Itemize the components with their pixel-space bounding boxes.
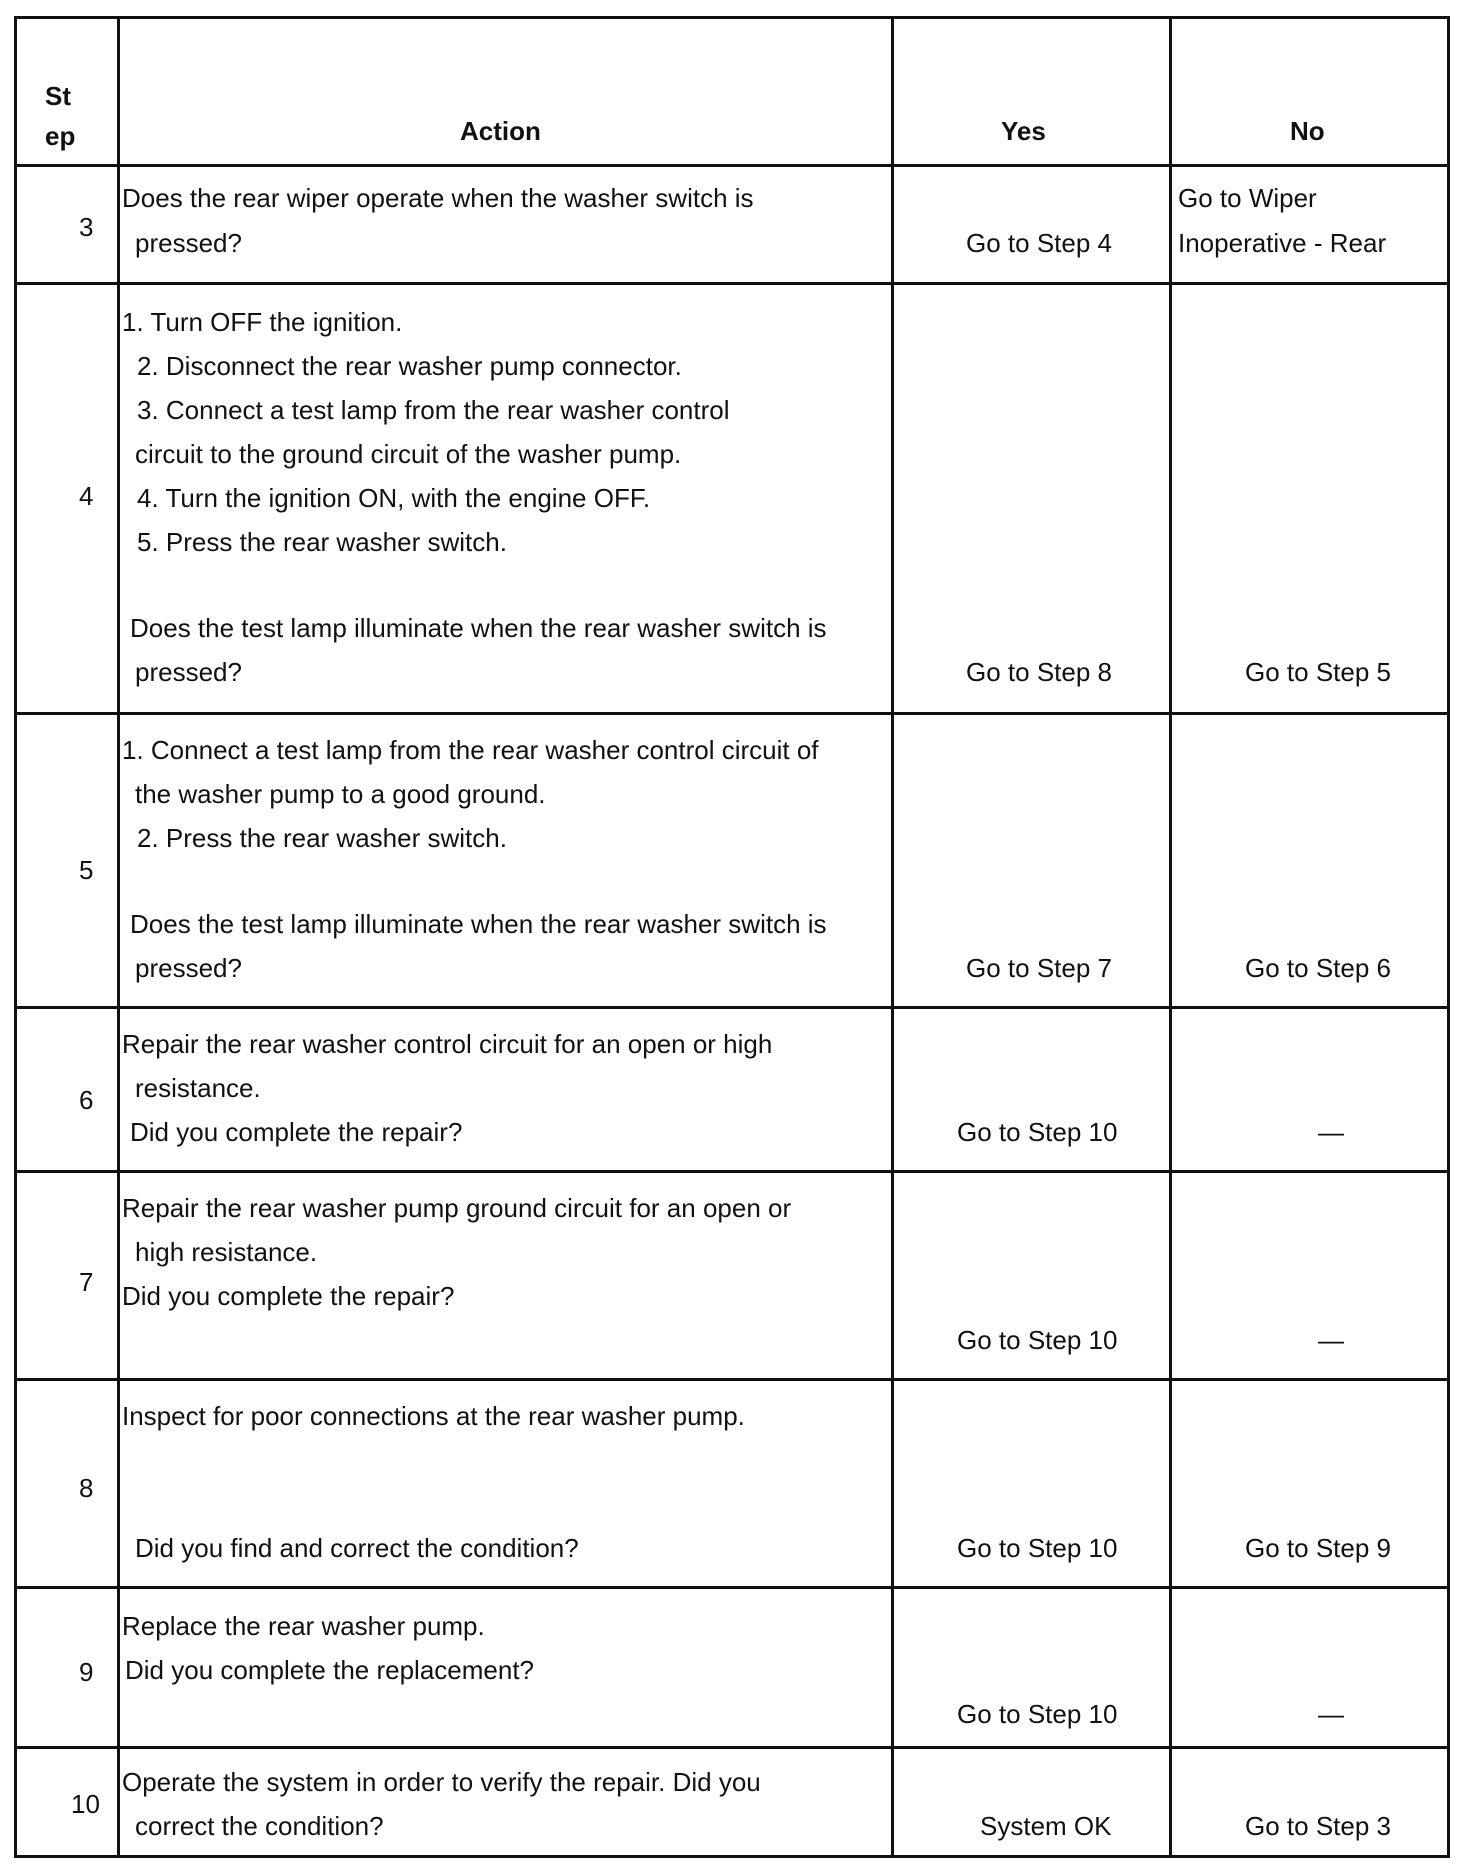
step-number: 4 [79, 481, 94, 511]
table-row-step-8 [17, 1381, 1447, 1589]
action-line: the washer pump to a good ground. [135, 779, 546, 809]
action-line: resistance. [135, 1073, 261, 1103]
action-line: Did you find and correct the condition? [135, 1533, 579, 1563]
step-number: 10 [71, 1789, 100, 1819]
no-outcome: — [1318, 1117, 1344, 1147]
no-outcome: Go to Step 6 [1245, 953, 1391, 983]
step-number: 9 [79, 1657, 94, 1687]
step-number: 8 [79, 1473, 94, 1503]
table-row-step-6 [17, 1009, 1447, 1173]
diagnostic-table [14, 16, 1450, 1858]
action-line: Did you complete the repair? [130, 1117, 463, 1147]
yes-outcome: Go to Step 7 [966, 953, 1112, 983]
table-row-step-4 [17, 285, 1447, 715]
action-line: pressed? [135, 228, 242, 258]
step-number: 5 [79, 855, 94, 885]
action-line: correct the condition? [135, 1811, 384, 1841]
no-outcome: Go to Step 5 [1245, 657, 1391, 687]
table-row-step-3 [17, 167, 1447, 285]
yes-outcome: Go to Step 10 [957, 1699, 1118, 1729]
action-line: 2. Press the rear washer switch. [137, 823, 507, 853]
header-step-cell [17, 19, 120, 164]
header-yes: Yes [1001, 116, 1046, 146]
table-row-step-10 [17, 1749, 1447, 1858]
action-line: 5. Press the rear washer switch. [137, 527, 507, 557]
header-no: No [1290, 116, 1325, 146]
header-action-cell [120, 19, 894, 164]
action-line: Does the test lamp illuminate when the rear washer switch is [130, 613, 827, 643]
no-outcome: — [1318, 1699, 1344, 1729]
action-line: Inspect for poor connections at the rear washer pump. [122, 1401, 745, 1431]
action-line: 3. Connect a test lamp from the rear washer control [137, 395, 730, 425]
action-line: 2. Disconnect the rear washer pump connector. [137, 351, 682, 381]
no-outcome: Go to Step 3 [1245, 1811, 1391, 1841]
yes-outcome: System OK [980, 1811, 1112, 1841]
header-row [17, 19, 1447, 167]
table-row-step-5 [17, 715, 1447, 1009]
step-number: 3 [79, 212, 94, 242]
step-number: 6 [79, 1085, 94, 1115]
step-number: 7 [79, 1267, 94, 1297]
action-line: Repair the rear washer pump ground circuit for an open or [122, 1193, 792, 1223]
yes-outcome: Go to Step 8 [966, 657, 1112, 687]
action-line: pressed? [135, 953, 242, 983]
table-row-step-7 [17, 1173, 1447, 1381]
no-outcome: Inoperative - Rear [1178, 228, 1387, 258]
action-line: 1. Connect a test lamp from the rear washer control circuit of [122, 735, 819, 765]
action-line: 4. Turn the ignition ON, with the engine OFF. [137, 483, 651, 513]
no-outcome: Go to Step 9 [1245, 1533, 1391, 1563]
header-action: Action [460, 116, 541, 146]
action-line: 1. Turn OFF the ignition. [122, 307, 403, 337]
action-line: Replace the rear washer pump. [122, 1611, 485, 1641]
action-line: Operate the system in order to verify the repair. Did you [122, 1767, 761, 1797]
yes-outcome: Go to Step 10 [957, 1325, 1118, 1355]
no-outcome: Go to Wiper [1178, 183, 1317, 213]
yes-outcome: Go to Step 4 [966, 228, 1112, 258]
action-line: pressed? [135, 657, 242, 687]
header-step: St ep [45, 81, 76, 151]
yes-outcome: Go to Step 10 [957, 1117, 1118, 1147]
header-no-cell [1172, 19, 1447, 164]
action-line: Does the test lamp illuminate when the rear washer switch is [130, 909, 827, 939]
action-line: Did you complete the replacement? [125, 1655, 535, 1685]
header-yes-cell [894, 19, 1172, 164]
action-line: Did you complete the repair? [122, 1281, 455, 1311]
action-line: high resistance. [135, 1237, 318, 1267]
yes-outcome: Go to Step 10 [957, 1533, 1118, 1563]
action-line: Repair the rear washer control circuit for an open or high [122, 1029, 773, 1059]
action-line: circuit to the ground circuit of the washer pump. [135, 439, 682, 469]
no-outcome: — [1318, 1325, 1344, 1355]
action-line: Does the rear wiper operate when the washer switch is [122, 183, 754, 213]
table-row-step-9 [17, 1589, 1447, 1749]
